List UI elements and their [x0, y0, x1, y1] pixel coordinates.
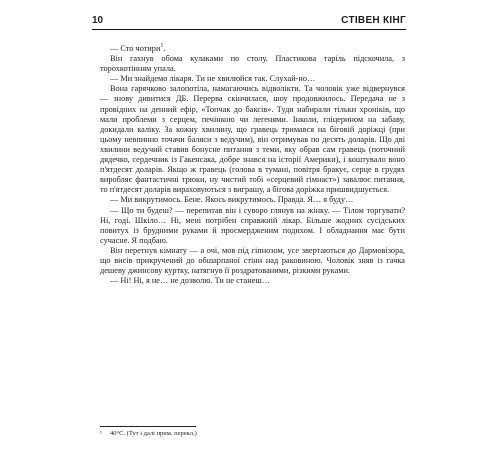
- footnote-marker: ¹: [100, 430, 102, 437]
- paragraph: Він перетнув кімнату — а очі, мов під гіпнозом, усе звертаються до Дармовізора, що висів прикручений до обшарпаної стіни над раковиною. Чоловік зняв із гачка дешеву джинсову куртку, натягнув її роздратованими, різкими руками.: [100, 245, 405, 276]
- paragraph: Вона гарячково залопотіла, намагаючись відволікти. Та чоловік уже відвернувся — знову дивитися ДБ. Перерва скінчилася, шоу продовжилось. Передача не з провідних на денний ефір, «Топчак до баксів». Туди набирали тільки хроніків, що мали проблеми з серцем, печінкою чи легенями. Інколи, гліцерином на забаву, докидали каліку. За кожну хвилину, що гравець тримався на біговій доріжці (при цьому невпинно точачи баляси з ведучим), він отримував по десять доларів. Що дві хвилини ведучий ставив бонусне питання з теми, яку обрав сам гравець (поточний дядечко, сердечник із Гакенсака, добре знався на історії Америки), і коштувало воно п'ятдесят доларів. Якщо ж гравець (голова в тумані, повітря бракує, серце в грудях виробляє фантастичні трюки, ну чистий тобі «серцевий гімнаст») завалює питання, то п'ятдесят доларів вираховуються з виграшу, а бігова доріжка пришвидшується.: [100, 84, 405, 195]
- paragraph: — Що ти будеш? — перепитав він і суворо глянув на жінку. — Тілом торгувати? Ні, годі. Шкіло… Ні, мені потрібен справжній лікар. Більше жодних сусідських повитух із брудними руками й просмердженим подихом. І обладнання має бути сучасне. Я подбаю.: [100, 205, 405, 245]
- paragraph: — Ні! Ні, я не… не дозволю. Ти не станеш…: [110, 276, 271, 286]
- paragraph: — Ми знайдемо лікаря. Ти не хвилюйся так. Слухай-но…: [110, 74, 316, 84]
- footnote-divider: [100, 426, 196, 427]
- footnote-text: 40°С. (Тут і далі прим. перекл.): [110, 430, 197, 437]
- page-number: 10: [92, 15, 104, 26]
- footnote-reference: 1: [160, 43, 164, 50]
- running-head-author: СТІВЕН КІНГ: [341, 15, 406, 26]
- paragraph: — Ми викрутимось. Бене. Якось викрутимось. Правда. Я… я буду…: [110, 195, 354, 205]
- paragraph: — Сто чотири$^1$.: [110, 43, 166, 53]
- paragraph: Він гахнув обома кулаками по столу. Пластикова таріль підскочила, з торохкотінням упала.: [100, 54, 405, 74]
- footnote: [100, 430, 405, 438]
- body-text: [100, 44, 405, 286]
- page-header: [92, 15, 406, 30]
